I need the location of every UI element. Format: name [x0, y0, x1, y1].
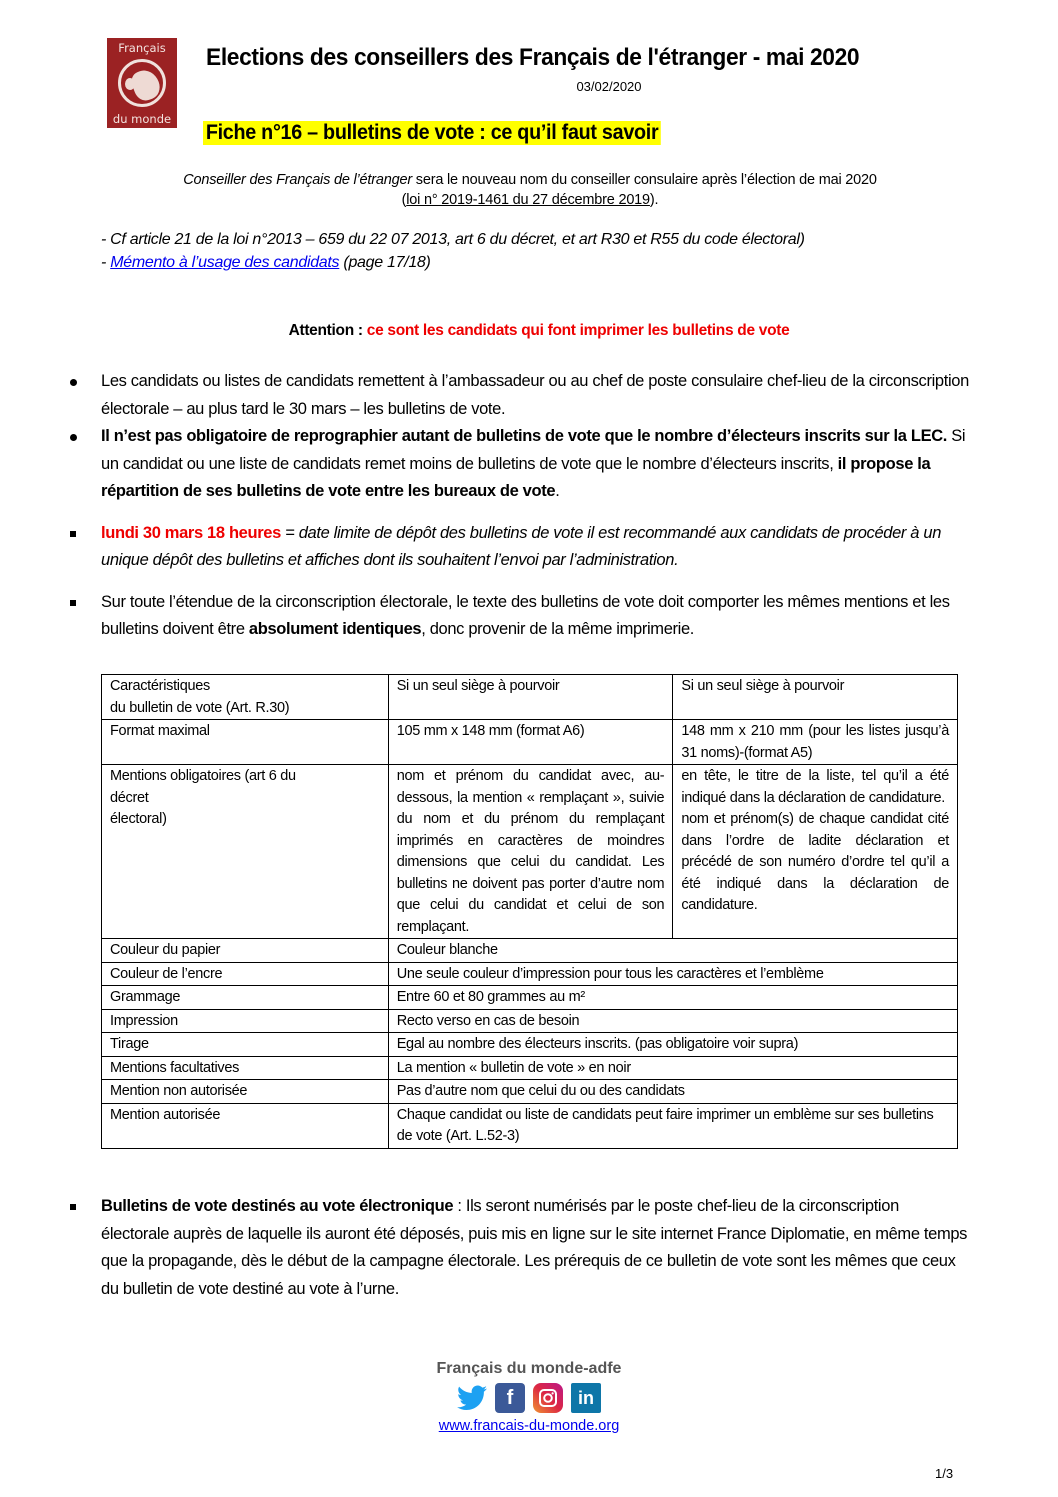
header-line: Caractéristiques	[110, 678, 210, 694]
table-cell: Recto verso en cas de besoin	[388, 1009, 957, 1033]
ref-page: (page 17/18)	[339, 254, 431, 271]
bullet-item	[70, 423, 970, 506]
header-line: du bulletin de vote (Art. R.30)	[110, 699, 290, 716]
table-cell: 148 mm x 210 mm (pour les listes jusqu’à 31 noms)-(format A5)	[673, 720, 958, 765]
bullet-text-end: .	[555, 482, 560, 500]
memento-link[interactable]: Mémento à l’usage des candidats	[110, 254, 340, 271]
bullet-bold-text: Bulletins de vote destinés au vote électronique	[101, 1197, 454, 1215]
bullet-bold-text: absolument identiques	[248, 620, 422, 638]
electronic-vote-section	[70, 1193, 970, 1303]
page-number: 1/3	[935, 1466, 954, 1481]
attention-label: Attention :	[288, 322, 367, 339]
table-cell: Pas d’autre nom que celui du ou des candidats	[388, 1080, 957, 1104]
bullet-dot-icon	[70, 434, 77, 441]
footer-org-name: Français du monde-adfe	[436, 1360, 622, 1377]
cell-paragraph: en tête, le titre de la liste, tel qu’il a été indiqué dans la déclaration de candidature.	[681, 768, 949, 806]
label-line: électoral)	[110, 811, 167, 827]
logo-text-top: Français	[118, 41, 166, 55]
bullet-italic-text: = date limite de dépôt des bulletins de vote il est recommandé aux candidats de procéder à un unique dépôt des bulletins et affiches dont ils souhaitent l’envoi par l’administration.	[101, 523, 942, 569]
label-line: décret	[110, 789, 149, 806]
social-links	[457, 1383, 601, 1413]
table-header-cell	[102, 675, 389, 720]
document-title: Elections des conseillers des Français de l'étranger - mai 2020	[206, 44, 860, 71]
table-cell-label: Tirage	[102, 1033, 389, 1057]
label-line: Mentions obligatoires (art 6 du	[110, 768, 296, 784]
table-cell-label: Grammage	[102, 986, 389, 1010]
bullet-square-icon	[70, 1204, 76, 1210]
facebook-icon[interactable]	[495, 1383, 525, 1413]
bullet-item	[70, 520, 970, 575]
bullet-text: : Ils seront numérisés par le poste chef-lieu de la circonscription électorale auprès de laquelle ils auront été déposés, puis mis en ligne sur le site internet France Diplomatie, en même temps que la propagande, dès le début de la campagne électorale. Les prérequis de ce bulletin de vote sont les mêmes que ceux du bulletin de vote destiné au vote à l’urne.	[101, 1197, 968, 1298]
table-row	[102, 1080, 958, 1104]
bullet-text: Les candidats ou listes de candidats remettent à l’ambassadeur ou au chef de poste consulaire chef-lieu de la circonscription électorale – au plus tard le 30 mars – les bulletins de vote.	[101, 372, 969, 418]
attention-notice	[0, 322, 1058, 340]
cell-paragraph: nom et prénom(s) de chaque candidat cité dans l’ordre de ladite déclaration et précédé de son numéro d’ordre tel qu’il a été indiqué dans la déclaration de candidature.	[681, 811, 949, 913]
law-link[interactable]: loi n° 2019-1461 du 27 décembre 2019	[406, 192, 650, 208]
intro-italic: Conseiller des Français de l’étranger	[183, 172, 412, 188]
references	[101, 228, 805, 274]
bullet-item	[70, 1193, 970, 1303]
bullet-square-icon	[70, 531, 76, 537]
table-cell: Egal au nombre des électeurs inscrits. (pas obligatoire voir supra)	[388, 1033, 957, 1057]
bullet-bold-text: il propose la répartition de ses bulletins de vote entre les bureaux de vote	[101, 454, 931, 500]
logo-text-bottom: du monde	[112, 112, 172, 126]
bullet-text: Sur toute l’étendue de la circonscription électorale, le texte des bulletins de vote doit comporter les mêmes mentions et les bulletins doivent être	[101, 592, 950, 638]
intro-paren-open: (	[401, 192, 407, 208]
table-cell-label: Format maximal	[102, 720, 389, 765]
table-row	[102, 1009, 958, 1033]
table-cell: Une seule couleur d’impression pour tous les caractères et l’emblème	[388, 962, 957, 986]
document-date: 03/02/2020	[576, 79, 642, 94]
table-cell-label	[102, 765, 389, 939]
table-header-cell: Si un seul siège à pourvoir	[388, 675, 673, 720]
reference-memento	[101, 251, 805, 274]
ballot-characteristics-table	[101, 674, 958, 1149]
table-cell-label: Mention autorisée	[102, 1103, 389, 1148]
bullet-square-icon	[70, 600, 76, 606]
table-row	[102, 962, 958, 986]
facebook-glyph: f	[506, 1386, 514, 1409]
table-cell-label: Impression	[102, 1009, 389, 1033]
reference-article: - Cf article 21 de la loi n°2013 – 659 du 22 07 2013, art 6 du décret, et art R30 et R55 du code électoral)	[101, 231, 805, 248]
instagram-icon[interactable]	[533, 1383, 563, 1413]
table-cell	[673, 765, 958, 939]
table-cell: Chaque candidat ou liste de candidats peut faire imprimer un emblème sur ses bulletins de vote (Art. L.52-3)	[388, 1103, 957, 1148]
table-row	[102, 1056, 958, 1080]
table-header-cell: Si un seul siège à pourvoir	[673, 675, 958, 720]
table-row	[102, 1033, 958, 1057]
table-row	[102, 939, 958, 963]
linkedin-icon[interactable]	[571, 1383, 601, 1413]
bullet-item	[70, 589, 970, 644]
table-cell: Couleur blanche	[388, 939, 957, 963]
table-cell: Entre 60 et 80 grammes au m²	[388, 986, 957, 1010]
table-cell-label: Mentions facultatives	[102, 1056, 389, 1080]
bullet-dot-icon	[70, 379, 77, 386]
bullet-text: Si un candidat ou une liste de candidats remet moins de bulletins de vote que le nombre d’électeurs inscrits,	[101, 427, 966, 473]
table-row	[102, 986, 958, 1010]
ref-prefix: -	[101, 254, 111, 271]
table-header-row	[102, 675, 958, 720]
website-link[interactable]: www.francais-du-monde.org	[438, 1418, 620, 1434]
intro-text: sera le nouveau nom du conseiller consulaire après l’élection de mai 2020	[411, 172, 877, 188]
table-row	[102, 720, 958, 765]
fiche-title: Fiche n°16 – bulletins de vote : ce qu’il faut savoir	[203, 121, 661, 145]
attention-text: ce sont les candidats qui font imprimer les bulletins de vote	[366, 322, 790, 339]
twitter-icon[interactable]	[457, 1383, 487, 1413]
table-cell: La mention « bulletin de vote » en noir	[388, 1056, 957, 1080]
bullet-list	[70, 368, 970, 644]
intro-paren-close: ).	[649, 192, 659, 208]
linkedin-glyph: in	[578, 1387, 594, 1408]
bullet-item	[70, 368, 970, 423]
table-cell: nom et prénom du candidat avec, au-dessous, la mention « remplaçant », suivie du nom et du prénom du remplaçant imprimés en caractères de moindres dimensions que celui du candidat. Les bulletins ne doivent pas porter d’autre nom que celui du candidat et celui de son remplaçant.	[388, 765, 673, 939]
table-cell: 105 mm x 148 mm (format A6)	[388, 720, 673, 765]
bullet-bold-text: Il n’est pas obligatoire de reprographier autant de bulletins de vote que le nombre d’électeurs inscrits sur la LEC.	[101, 427, 948, 445]
deadline-text: lundi 30 mars 18 heures	[101, 523, 281, 542]
table-cell-label: Couleur de l’encre	[102, 962, 389, 986]
bullet-text: , donc provenir de la même imprimerie.	[421, 620, 695, 638]
table-row	[102, 1103, 958, 1148]
table-cell-label: Couleur du papier	[102, 939, 389, 963]
table-cell-label: Mention non autorisée	[102, 1080, 389, 1104]
table-row	[102, 765, 958, 939]
intro-paragraph	[110, 170, 950, 210]
